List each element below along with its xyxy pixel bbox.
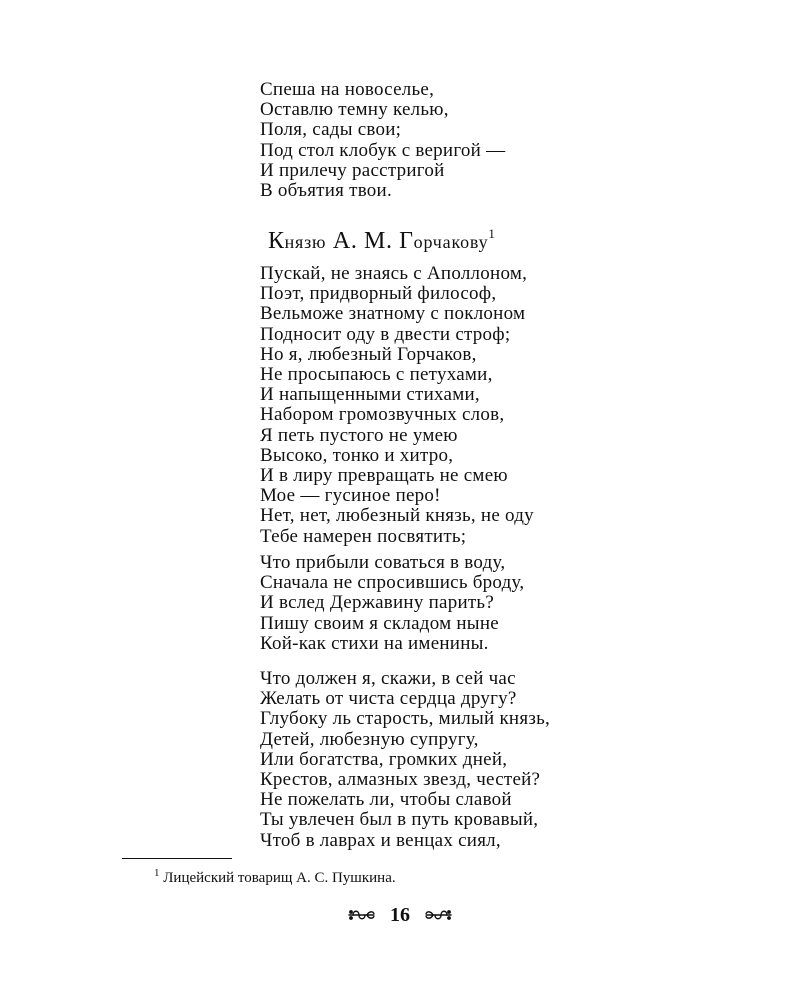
verse-line: Не просыпаюсь с петухами, bbox=[260, 364, 493, 386]
verse-line: Нет, нет, любезный князь, не оду bbox=[260, 505, 534, 527]
verse-line: Детей, любезную супругу, bbox=[260, 728, 479, 750]
verse-line: Крестов, алмазных звезд, честей? bbox=[260, 769, 541, 791]
verse-line: Спеша на новоселье, bbox=[260, 79, 435, 100]
verse-line: Поэт, придворный философ, bbox=[260, 283, 497, 305]
stanza-1 bbox=[260, 80, 505, 201]
verse-line: И прилечу расстригой bbox=[260, 159, 445, 181]
verse-line: Не пожелать ли, чтобы славой bbox=[260, 789, 512, 811]
verse-line: Или богатства, громких дней, bbox=[260, 748, 508, 770]
verse-line: Пускай, не знаясь с Аполлоном, bbox=[260, 263, 528, 284]
verse-line: Кой-как стихи на именины. bbox=[260, 632, 489, 654]
poem-title bbox=[268, 226, 495, 257]
title-initials: А. М. bbox=[332, 228, 393, 254]
verse-line: Оставлю темну келью, bbox=[260, 99, 449, 121]
stanza-2 bbox=[260, 264, 534, 547]
title-surname-initial: Г bbox=[399, 228, 414, 254]
verse-line: И напыщенными стихами, bbox=[260, 384, 480, 406]
title-initial: К bbox=[268, 228, 285, 254]
verse-line: Пишу своим я складом ныне bbox=[260, 612, 499, 634]
page-number-block bbox=[0, 900, 800, 929]
verse-line: Мое — гусиное перо! bbox=[260, 485, 441, 507]
verse-line: Чтоб в лаврах и венцах сиял, bbox=[260, 829, 501, 851]
verse-line: Подносит оду в двести строф; bbox=[260, 323, 511, 345]
verse-line: Но я, любезный Горчаков, bbox=[260, 343, 477, 365]
fleuron-left-icon bbox=[347, 907, 377, 923]
verse-line: Желать от чиста сердца другу? bbox=[260, 688, 517, 710]
verse-line: И вслед Державину парить? bbox=[260, 592, 495, 614]
verse-line: Вельможе знатному с поклоном bbox=[260, 303, 526, 325]
verse-line: Сначала не спросившись броду, bbox=[260, 572, 525, 594]
footnote-text: Лицейский товарищ А. С. Пушкина. bbox=[163, 870, 396, 886]
title-word-rest: нязю bbox=[284, 232, 327, 252]
footnote-mark: 1 bbox=[154, 867, 160, 879]
verse-line: И в лиру превращать не смею bbox=[260, 465, 508, 487]
verse-line: Глубоку ль старость, милый князь, bbox=[260, 708, 551, 730]
verse-line: Высоко, тонко и хитро, bbox=[260, 444, 454, 466]
verse-line: Набором громозвучных слов, bbox=[260, 404, 505, 426]
verse-line: Что прибыли соваться в воду, bbox=[260, 552, 506, 573]
title-surname-rest: орчакову bbox=[413, 232, 489, 252]
footnote-divider bbox=[122, 858, 232, 859]
fleuron-right-icon bbox=[423, 907, 453, 923]
verse-line: Под стол клобук с веригой — bbox=[260, 139, 506, 161]
verse-line: Тебе намерен посвятить; bbox=[260, 525, 467, 547]
verse-line: В объятия твои. bbox=[260, 180, 392, 202]
stanza-4 bbox=[260, 669, 550, 851]
verse-line: Поля, сады свои; bbox=[260, 119, 402, 141]
stanza-3 bbox=[260, 553, 524, 654]
verse-line: Я петь пустого не умею bbox=[260, 424, 458, 446]
title-footnote-mark[interactable]: 1 bbox=[488, 226, 496, 241]
footnote bbox=[154, 869, 396, 887]
page-number: 16 bbox=[390, 904, 410, 927]
verse-line: Ты увлечен был в путь кровавый, bbox=[260, 809, 539, 831]
verse-line: Что должен я, скажи, в сей час bbox=[260, 668, 516, 689]
